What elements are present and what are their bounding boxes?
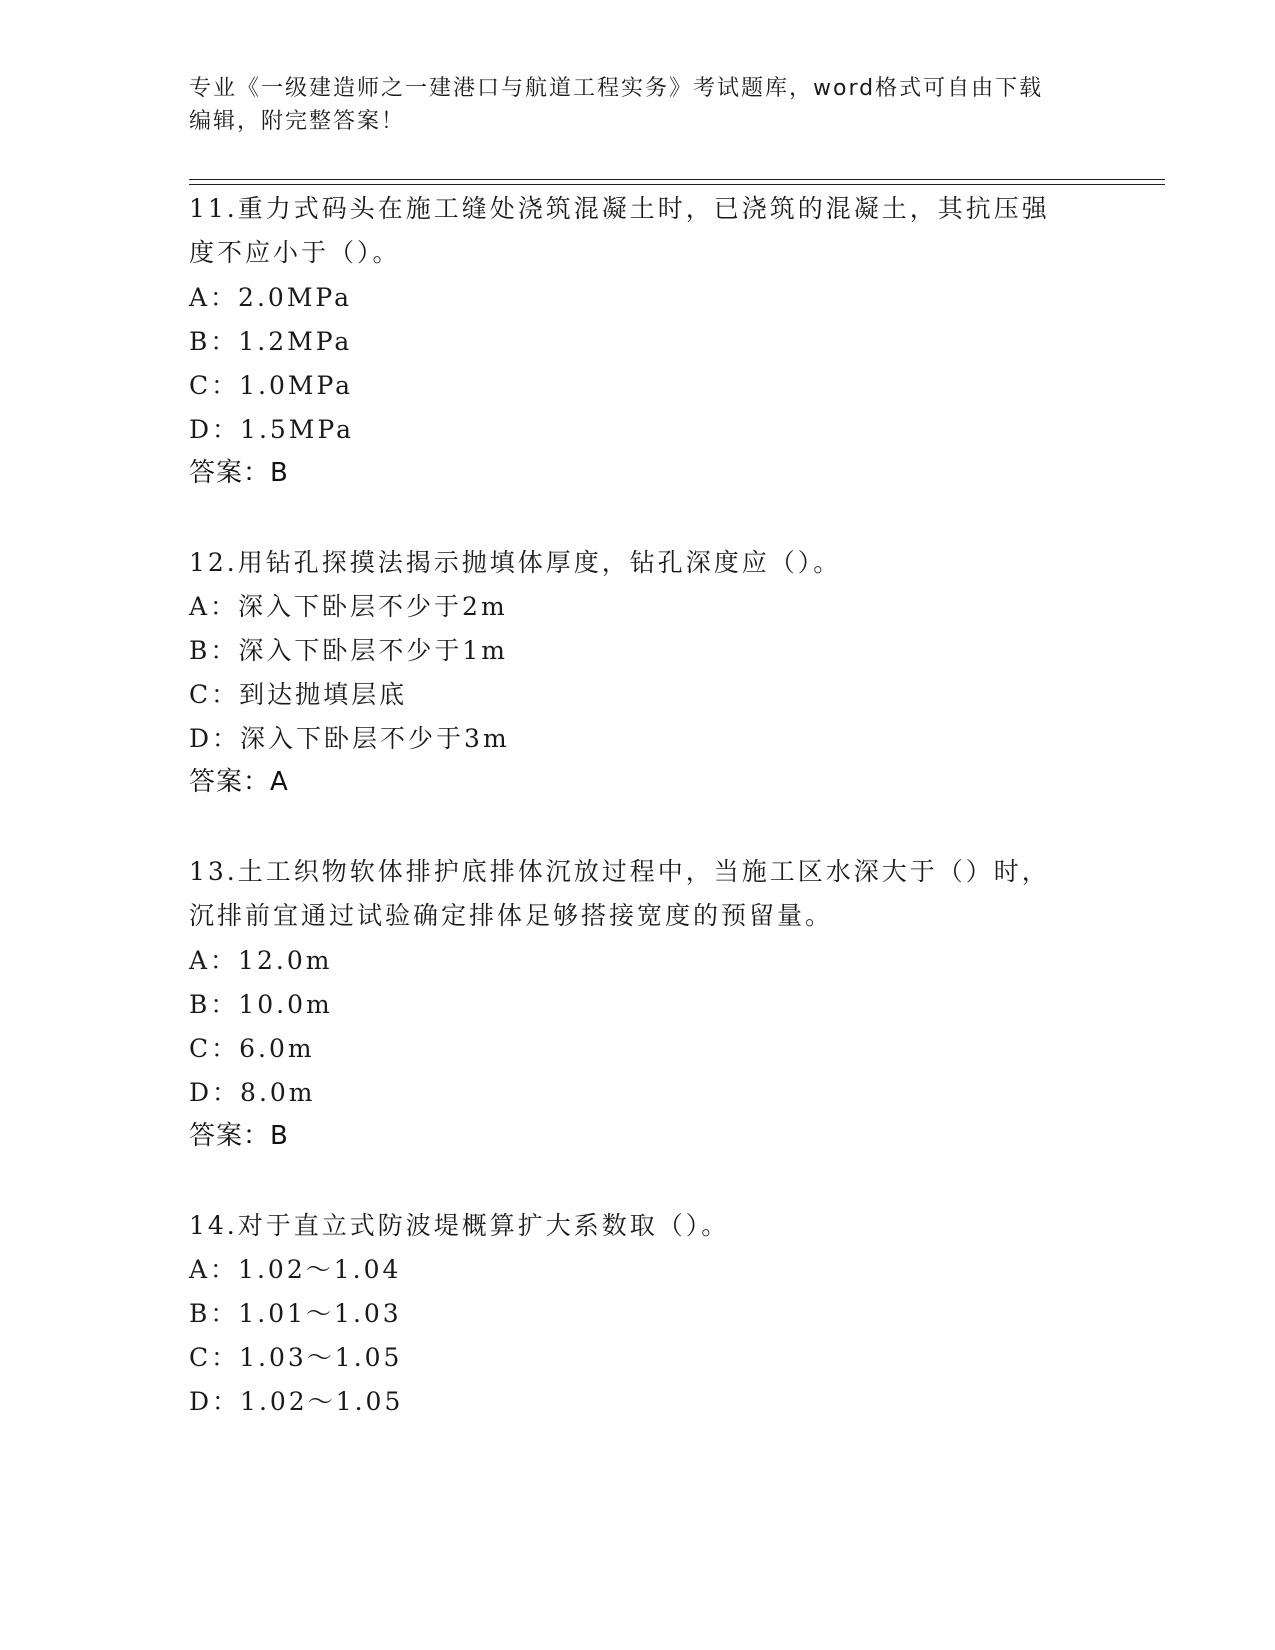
question-13-stem-line-2: 沉排前宜通过试验确定排体足够搭接宽度的预留量。: [189, 901, 834, 930]
question-13-stem-line-1: 13.土工织物软体排护底排体沉放过程中，当施工区水深大于（）时，: [189, 857, 1050, 886]
question-11-option-a: A：2.0MPa: [189, 283, 353, 312]
question-11-option-d: D：1.5MPa: [189, 415, 355, 444]
header-line-2: 编辑，附完整答案！: [189, 109, 406, 134]
question-13-option-d: D：8.0m: [189, 1078, 316, 1107]
question-12-stem-line-1: 12.用钻孔探摸法揭示抛填体厚度，钻孔深度应（）。: [189, 548, 842, 577]
header-line-1: 专业《一级建造师之一建港口与航道工程实务》考试题库，word格式可自由下载: [189, 76, 1044, 101]
question-14-option-a: A：1.02～1.04: [189, 1255, 402, 1284]
question-12-option-d: D：深入下卧层不少于3m: [189, 724, 510, 753]
header-divider-bottom: [189, 184, 1165, 185]
question-13-option-c: C：6.0m: [189, 1034, 315, 1063]
question-11-stem-line-2: 度不应小于（）。: [189, 238, 401, 267]
question-12-answer: 答案：A: [189, 767, 289, 797]
question-11-answer: 答案：B: [189, 458, 289, 488]
document-header: [189, 72, 1089, 138]
question-11-option-b: B：1.2MPa: [189, 327, 353, 356]
question-11-option-c: C：1.0MPa: [189, 371, 354, 400]
question-14-option-c: C：1.03～1.05: [189, 1343, 403, 1372]
question-13-option-a: A：12.0m: [189, 946, 333, 975]
question-13-answer: 答案：B: [189, 1121, 289, 1151]
question-12-option-b: B：深入下卧层不少于1m: [189, 636, 508, 665]
question-13-option-b: B：10.0m: [189, 990, 333, 1019]
question-12-option-a: A：深入下卧层不少于2m: [189, 592, 508, 621]
question-11-stem-line-1: 11.重力式码头在施工缝处浇筑混凝土时，已浇筑的混凝土，其抗压强: [189, 194, 1050, 223]
question-14-stem-line-1: 14.对于直立式防波堤概算扩大系数取（）。: [189, 1211, 730, 1240]
question-14-option-d: D：1.02～1.05: [189, 1387, 404, 1416]
header-divider-top: [189, 179, 1165, 180]
question-12-option-c: C：到达抛填层底: [189, 680, 408, 709]
question-14-option-b: B：1.01～1.03: [189, 1299, 402, 1328]
